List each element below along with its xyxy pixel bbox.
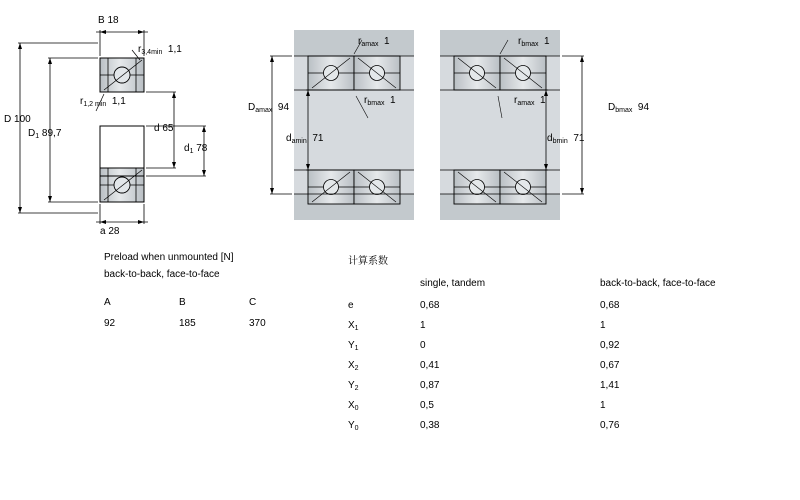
factors-row-single: 0,87 bbox=[420, 380, 440, 391]
factors-row-label: $Y_2$ bbox=[348, 380, 359, 392]
bearing-pair-right bbox=[440, 30, 560, 220]
preload-header-b: B bbox=[179, 297, 186, 308]
factors-row-btb: 1 bbox=[600, 400, 606, 411]
factors-row-btb: 1,41 bbox=[600, 380, 620, 391]
factors-row-label: $X_0$ bbox=[348, 400, 359, 412]
factors-row-label: $Y_0$ bbox=[348, 420, 359, 432]
bearing-pair-left bbox=[294, 30, 414, 220]
dim-label-ramax-top: $r_{amax}$ 1 bbox=[358, 36, 390, 48]
factors-row-single: 0,5 bbox=[420, 400, 434, 411]
factors-row-single: 1 bbox=[420, 320, 426, 331]
preload-table-subtitle: back-to-back, face-to-face bbox=[104, 269, 220, 280]
factors-row-label: $X_1$ bbox=[348, 320, 359, 332]
dim-label-D: D 100 bbox=[4, 114, 31, 125]
factors-table-title: 计算系数 bbox=[348, 256, 388, 267]
factors-row-btb: 0,67 bbox=[600, 360, 620, 371]
dim-label-B: B 18 bbox=[98, 15, 119, 26]
factors-row-single: 0,38 bbox=[420, 420, 440, 431]
dim-Dbmax bbox=[562, 56, 584, 194]
dim-label-Damax: $D_{amax}$ 94 bbox=[248, 102, 290, 114]
factors-row-btb: 0,76 bbox=[600, 420, 620, 431]
factors-row-btb: 0,68 bbox=[600, 300, 620, 311]
dim-label-d1: $d_1$ 78 bbox=[184, 143, 208, 155]
preload-value-b: 185 bbox=[179, 318, 196, 329]
factors-row-single: 0 bbox=[420, 340, 426, 351]
dim-Damax bbox=[270, 56, 292, 194]
upper-ring-section bbox=[100, 58, 144, 92]
dim-label-D1: $D_1$ 89,7 bbox=[28, 128, 62, 140]
preload-header-a: A bbox=[104, 297, 111, 308]
dim-label-a: a 28 bbox=[100, 226, 120, 237]
preload-table-title: Preload when unmounted [N] bbox=[104, 252, 234, 263]
preload-value-c: 370 bbox=[249, 318, 266, 329]
factors-row-label: $Y_1$ bbox=[348, 340, 359, 352]
factors-header-single: single, tandem bbox=[420, 278, 486, 289]
dim-label-r12min: $r_{1,2 min}$ 1,1 bbox=[80, 96, 126, 108]
lower-ring-section bbox=[100, 168, 144, 202]
preload-header-c: C bbox=[249, 297, 257, 308]
dim-label-Dbmax: $D_{bmax}$ 94 bbox=[608, 102, 650, 114]
factors-row-single: 0,41 bbox=[420, 360, 440, 371]
dim-label-ramax-mid: $r_{amax}$ 1 bbox=[514, 95, 546, 107]
dim-a bbox=[96, 204, 148, 224]
right-mounting-drawing bbox=[250, 8, 670, 248]
factors-header-btb: back-to-back, face-to-face bbox=[600, 278, 716, 289]
dim-label-damin: $d_{amin}$ 71 bbox=[286, 133, 324, 145]
factors-row-label: $X_2$ bbox=[348, 360, 359, 372]
preload-value-a: 92 bbox=[104, 318, 116, 329]
factors-row-label: e bbox=[348, 300, 354, 311]
dim-label-rbmax-mid: $r_{bmax}$ 1 bbox=[364, 95, 396, 107]
dim-label-d: d 65 bbox=[154, 123, 174, 134]
factors-row-single: 0,68 bbox=[420, 300, 440, 311]
dim-label-r34min: $r_{3,4min}$ 1,1 bbox=[138, 44, 182, 56]
factors-row-btb: 0,92 bbox=[600, 340, 620, 351]
dim-label-dbmin: $d_{bmin}$ 71 bbox=[547, 133, 585, 145]
dim-label-rbmax-top: $r_{bmax}$ 1 bbox=[518, 36, 550, 48]
factors-row-btb: 1 bbox=[600, 320, 606, 331]
